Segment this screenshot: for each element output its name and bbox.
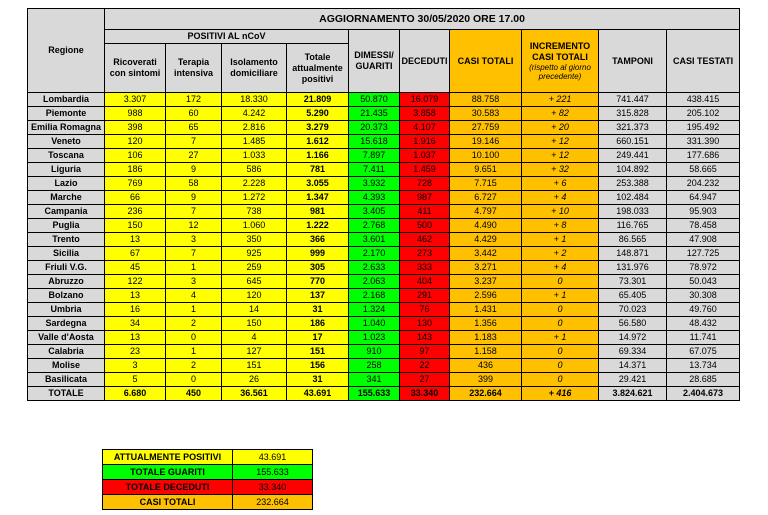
header-regione: Regione (28, 9, 105, 93)
cell-ricoverati: 106 (105, 149, 166, 163)
cell-ricoverati: 236 (105, 205, 166, 219)
table-row (28, 107, 740, 121)
table-row (28, 373, 740, 387)
cell-incremento: + 82 (522, 107, 599, 121)
cell-regione: Basilicata (28, 373, 105, 387)
cell-incremento: + 12 (522, 135, 599, 149)
cell-testati: 13.734 (667, 359, 740, 373)
cell-terapia: 58 (166, 177, 222, 191)
cell-isolamento: 151 (222, 359, 287, 373)
header-incremento-label: INCREMENTO CASI TOTALI (529, 41, 591, 62)
cell-casi: 88.758 (450, 93, 522, 107)
cell-deceduti: 291 (400, 289, 450, 303)
cell-tamponi: 660.151 (599, 135, 667, 149)
cell-incremento: + 20 (522, 121, 599, 135)
cell-isolamento: 586 (222, 163, 287, 177)
summary-row (103, 495, 313, 510)
table-row (28, 191, 740, 205)
cell-ricoverati: 13 (105, 331, 166, 345)
summary-label: TOTALE DECEDUTI (103, 480, 233, 495)
cell-incremento: + 4 (522, 261, 599, 275)
summary-value: 33.340 (233, 480, 313, 495)
cell-totale: 31 (287, 373, 349, 387)
cell-dimessi: 2.063 (349, 275, 400, 289)
cell-tamponi: 321.373 (599, 121, 667, 135)
cell-deceduti: 462 (400, 233, 450, 247)
cell-isolamento: 127 (222, 345, 287, 359)
cell-deceduti: 27 (400, 373, 450, 387)
summary-value: 232.664 (233, 495, 313, 510)
cell-regione: Emilia Romagna (28, 121, 105, 135)
cell-incremento: 0 (522, 359, 599, 373)
cell-terapia: 60 (166, 107, 222, 121)
summary-row (103, 465, 313, 480)
cell-ricoverati: 3.307 (105, 93, 166, 107)
cell-dimessi: 2.170 (349, 247, 400, 261)
cell-regione: Bolzano (28, 289, 105, 303)
cell-incremento: 0 (522, 373, 599, 387)
cell-deceduti: 3.858 (400, 107, 450, 121)
header-totale-positivi: Totale attualmente positivi (287, 44, 349, 93)
cell-terapia: 9 (166, 163, 222, 177)
cell-testati: 95.903 (667, 205, 740, 219)
cell-dimessi: 3.601 (349, 233, 400, 247)
cell-dimessi: 258 (349, 359, 400, 373)
cell-terapia: 0 (166, 331, 222, 345)
cell-tamponi: 73.301 (599, 275, 667, 289)
cell-casi: 436 (450, 359, 522, 373)
cell-ricoverati: 45 (105, 261, 166, 275)
cell-dimessi: 2.768 (349, 219, 400, 233)
cell-totale: 981 (287, 205, 349, 219)
cell-totale: 999 (287, 247, 349, 261)
cell-testati: 47.908 (667, 233, 740, 247)
cell-dimessi: 50.870 (349, 93, 400, 107)
cell-dimessi: 1.324 (349, 303, 400, 317)
cell-testati: 127.725 (667, 247, 740, 261)
cell-isolamento: 120 (222, 289, 287, 303)
cell-terapia: 9 (166, 191, 222, 205)
cell-deceduti: 1.916 (400, 135, 450, 149)
cell-isolamento: 645 (222, 275, 287, 289)
cell-ricoverati: 6.680 (105, 387, 166, 401)
cell-testati: 78.458 (667, 219, 740, 233)
table-row (28, 121, 740, 135)
cell-totale: 366 (287, 233, 349, 247)
cell-deceduti: 22 (400, 359, 450, 373)
cell-casi: 3.442 (450, 247, 522, 261)
table-row (28, 345, 740, 359)
cell-tamponi: 86.565 (599, 233, 667, 247)
cell-totale: 1.612 (287, 135, 349, 149)
cell-incremento: + 32 (522, 163, 599, 177)
cell-dimessi: 20.373 (349, 121, 400, 135)
cell-deceduti: 411 (400, 205, 450, 219)
cell-regione: Lazio (28, 177, 105, 191)
cell-casi: 10.100 (450, 149, 522, 163)
header-deceduti: DECEDUTI (400, 30, 450, 93)
table-body (28, 93, 740, 401)
header-terapia: Terapia intensiva (166, 44, 222, 93)
cell-isolamento: 4.242 (222, 107, 287, 121)
header-casi-testati: CASI TESTATI (667, 30, 740, 93)
cell-regione: Lombardia (28, 93, 105, 107)
cell-terapia: 1 (166, 261, 222, 275)
cell-ricoverati: 769 (105, 177, 166, 191)
cell-testati: 50.043 (667, 275, 740, 289)
header-incremento-sub: (rispetto al giorno precedente) (529, 63, 591, 81)
cell-regione: Sardegna (28, 317, 105, 331)
cell-dimessi: 155.633 (349, 387, 400, 401)
cell-ricoverati: 3 (105, 359, 166, 373)
header-dimessi: DIMESSI/ GUARITI (349, 30, 400, 93)
cell-incremento: + 8 (522, 219, 599, 233)
cell-casi: 30.583 (450, 107, 522, 121)
cell-terapia: 450 (166, 387, 222, 401)
cell-ricoverati: 66 (105, 191, 166, 205)
cell-testati: 78.972 (667, 261, 740, 275)
cell-deceduti: 1.037 (400, 149, 450, 163)
cell-regione: Molise (28, 359, 105, 373)
summary-label: ATTUALMENTE POSITIVI (103, 450, 233, 465)
cell-dimessi: 1.023 (349, 331, 400, 345)
cell-casi: 1.356 (450, 317, 522, 331)
cell-ricoverati: 186 (105, 163, 166, 177)
cell-totale: 17 (287, 331, 349, 345)
cell-testati: 2.404.673 (667, 387, 740, 401)
cell-totale: 43.691 (287, 387, 349, 401)
cell-casi: 1.183 (450, 331, 522, 345)
cell-totale: 156 (287, 359, 349, 373)
cell-regione: Puglia (28, 219, 105, 233)
header-tamponi: TAMPONI (599, 30, 667, 93)
table-row (28, 149, 740, 163)
cell-terapia: 4 (166, 289, 222, 303)
cell-tamponi: 198.033 (599, 205, 667, 219)
summary-row (103, 450, 313, 465)
cell-isolamento: 14 (222, 303, 287, 317)
cell-totale: 305 (287, 261, 349, 275)
cell-casi: 27.759 (450, 121, 522, 135)
cell-tamponi: 56.580 (599, 317, 667, 331)
cell-isolamento: 36.561 (222, 387, 287, 401)
cell-testati: 195.492 (667, 121, 740, 135)
cell-isolamento: 1.060 (222, 219, 287, 233)
table-row (28, 205, 740, 219)
cell-tamponi: 14.371 (599, 359, 667, 373)
cell-testati: 438.415 (667, 93, 740, 107)
cell-deceduti: 987 (400, 191, 450, 205)
cell-isolamento: 2.228 (222, 177, 287, 191)
cell-tamponi: 249.441 (599, 149, 667, 163)
table-row (28, 261, 740, 275)
cell-casi: 4.490 (450, 219, 522, 233)
cell-terapia: 7 (166, 247, 222, 261)
cell-isolamento: 1.272 (222, 191, 287, 205)
cell-tamponi: 65.405 (599, 289, 667, 303)
table-row (28, 177, 740, 191)
cell-terapia: 3 (166, 275, 222, 289)
cell-tamponi: 70.023 (599, 303, 667, 317)
cell-regione: Abruzzo (28, 275, 105, 289)
cell-deceduti: 273 (400, 247, 450, 261)
summary-value: 43.691 (233, 450, 313, 465)
table-row (28, 331, 740, 345)
cell-casi: 232.664 (450, 387, 522, 401)
cell-totale: 781 (287, 163, 349, 177)
table-row (28, 303, 740, 317)
cell-incremento: 0 (522, 317, 599, 331)
cell-isolamento: 925 (222, 247, 287, 261)
cell-casi: 3.271 (450, 261, 522, 275)
cell-incremento: + 1 (522, 289, 599, 303)
cell-testati: 30.308 (667, 289, 740, 303)
cell-tamponi: 29.421 (599, 373, 667, 387)
cell-incremento: + 416 (522, 387, 599, 401)
cell-totale: 3.279 (287, 121, 349, 135)
cell-casi: 2.596 (450, 289, 522, 303)
table-row (28, 219, 740, 233)
cell-deceduti: 97 (400, 345, 450, 359)
cell-terapia: 1 (166, 303, 222, 317)
table-row (28, 317, 740, 331)
cell-isolamento: 2.816 (222, 121, 287, 135)
header-positivi-group: POSITIVI AL nCoV (105, 30, 349, 44)
table-row (28, 275, 740, 289)
cell-isolamento: 18.330 (222, 93, 287, 107)
cell-dimessi: 910 (349, 345, 400, 359)
cell-ricoverati: 16 (105, 303, 166, 317)
table-row (28, 93, 740, 107)
cell-casi: 399 (450, 373, 522, 387)
cell-casi: 4.429 (450, 233, 522, 247)
cell-ricoverati: 988 (105, 107, 166, 121)
cell-ricoverati: 13 (105, 233, 166, 247)
cell-testati: 49.760 (667, 303, 740, 317)
cell-regione: Veneto (28, 135, 105, 149)
cell-regione: Calabria (28, 345, 105, 359)
cell-tamponi: 3.824.621 (599, 387, 667, 401)
cell-regione: Friuli V.G. (28, 261, 105, 275)
cell-dimessi: 3.932 (349, 177, 400, 191)
cell-incremento: + 6 (522, 177, 599, 191)
cell-totale: 5.290 (287, 107, 349, 121)
cell-totale: 137 (287, 289, 349, 303)
cell-ricoverati: 398 (105, 121, 166, 135)
cell-terapia: 0 (166, 373, 222, 387)
cell-terapia: 27 (166, 149, 222, 163)
cell-dimessi: 2.633 (349, 261, 400, 275)
summary-body (103, 450, 313, 510)
cell-isolamento: 350 (222, 233, 287, 247)
cell-isolamento: 150 (222, 317, 287, 331)
cell-ricoverati: 34 (105, 317, 166, 331)
cell-terapia: 1 (166, 345, 222, 359)
cell-casi: 6.727 (450, 191, 522, 205)
cell-regione: Campania (28, 205, 105, 219)
page-title: AGGIORNAMENTO 30/05/2020 ORE 17.00 (105, 9, 740, 30)
cell-totale: 3.055 (287, 177, 349, 191)
cell-totale: 186 (287, 317, 349, 331)
cell-dimessi: 7.897 (349, 149, 400, 163)
cell-testati: 331.390 (667, 135, 740, 149)
cell-isolamento: 1.485 (222, 135, 287, 149)
cell-terapia: 3 (166, 233, 222, 247)
cell-terapia: 2 (166, 317, 222, 331)
header-ricoverati: Ricoverati con sintomi (105, 44, 166, 93)
cell-casi: 7.715 (450, 177, 522, 191)
table-row (28, 233, 740, 247)
cell-regione: TOTALE (28, 387, 105, 401)
table-row (28, 135, 740, 149)
cell-totale: 770 (287, 275, 349, 289)
cell-totale: 31 (287, 303, 349, 317)
cell-incremento: + 12 (522, 149, 599, 163)
cell-testati: 48.432 (667, 317, 740, 331)
header-isolamento: Isolamento domiciliare (222, 44, 287, 93)
cell-deceduti: 4.107 (400, 121, 450, 135)
header-casi-totali: CASI TOTALI (450, 30, 522, 93)
cell-tamponi: 148.871 (599, 247, 667, 261)
summary-label: CASI TOTALI (103, 495, 233, 510)
cell-totale: 21.809 (287, 93, 349, 107)
cell-deceduti: 1.459 (400, 163, 450, 177)
cell-dimessi: 1.040 (349, 317, 400, 331)
cell-tamponi: 116.765 (599, 219, 667, 233)
cell-totale: 1.166 (287, 149, 349, 163)
cell-regione: Toscana (28, 149, 105, 163)
table-row (28, 359, 740, 373)
summary-value: 155.633 (233, 465, 313, 480)
cell-deceduti: 143 (400, 331, 450, 345)
cell-isolamento: 26 (222, 373, 287, 387)
cell-tamponi: 102.484 (599, 191, 667, 205)
cell-tamponi: 131.976 (599, 261, 667, 275)
cell-regione: Piemonte (28, 107, 105, 121)
table-row (28, 163, 740, 177)
cell-deceduti: 404 (400, 275, 450, 289)
cell-tamponi: 69.334 (599, 345, 667, 359)
cell-terapia: 7 (166, 205, 222, 219)
cell-tamponi: 104.892 (599, 163, 667, 177)
summary-table (102, 449, 313, 510)
cell-regione: Trento (28, 233, 105, 247)
cell-ricoverati: 23 (105, 345, 166, 359)
summary-row (103, 480, 313, 495)
cell-dimessi: 7.411 (349, 163, 400, 177)
cell-regione: Valle d'Aosta (28, 331, 105, 345)
cell-ricoverati: 122 (105, 275, 166, 289)
cell-dimessi: 21.435 (349, 107, 400, 121)
cell-regione: Marche (28, 191, 105, 205)
cell-isolamento: 4 (222, 331, 287, 345)
header-incremento (522, 30, 599, 93)
cell-deceduti: 16.079 (400, 93, 450, 107)
cell-deceduti: 333 (400, 261, 450, 275)
cell-dimessi: 15.618 (349, 135, 400, 149)
cell-deceduti: 130 (400, 317, 450, 331)
summary-label: TOTALE GUARITI (103, 465, 233, 480)
cell-deceduti: 500 (400, 219, 450, 233)
cell-terapia: 2 (166, 359, 222, 373)
cell-deceduti: 33.340 (400, 387, 450, 401)
cell-isolamento: 1.033 (222, 149, 287, 163)
cell-casi: 1.158 (450, 345, 522, 359)
cell-dimessi: 2.168 (349, 289, 400, 303)
cell-terapia: 12 (166, 219, 222, 233)
cell-casi: 1.431 (450, 303, 522, 317)
cell-incremento: + 4 (522, 191, 599, 205)
cell-incremento: + 221 (522, 93, 599, 107)
cell-isolamento: 738 (222, 205, 287, 219)
cell-casi: 19.146 (450, 135, 522, 149)
cell-testati: 64.947 (667, 191, 740, 205)
cell-tamponi: 315.828 (599, 107, 667, 121)
cell-casi: 4.797 (450, 205, 522, 219)
cell-terapia: 65 (166, 121, 222, 135)
cell-dimessi: 341 (349, 373, 400, 387)
cell-testati: 177.686 (667, 149, 740, 163)
cell-testati: 205.102 (667, 107, 740, 121)
cell-testati: 28.685 (667, 373, 740, 387)
cell-testati: 11.741 (667, 331, 740, 345)
cell-testati: 204.232 (667, 177, 740, 191)
table-row (28, 247, 740, 261)
cell-casi: 3.237 (450, 275, 522, 289)
cell-regione: Liguria (28, 163, 105, 177)
cell-ricoverati: 5 (105, 373, 166, 387)
cell-testati: 67.075 (667, 345, 740, 359)
table-row (28, 289, 740, 303)
cell-tamponi: 253.388 (599, 177, 667, 191)
cell-totale: 151 (287, 345, 349, 359)
cell-incremento: + 1 (522, 331, 599, 345)
cell-regione: Sicilia (28, 247, 105, 261)
cell-isolamento: 259 (222, 261, 287, 275)
cell-totale: 1.222 (287, 219, 349, 233)
cell-regione: Umbria (28, 303, 105, 317)
cell-incremento: + 2 (522, 247, 599, 261)
cell-dimessi: 3.405 (349, 205, 400, 219)
cell-terapia: 7 (166, 135, 222, 149)
cell-deceduti: 728 (400, 177, 450, 191)
covid-data-table (27, 8, 740, 401)
cell-incremento: 0 (522, 275, 599, 289)
cell-tamponi: 14.972 (599, 331, 667, 345)
cell-ricoverati: 150 (105, 219, 166, 233)
cell-ricoverati: 67 (105, 247, 166, 261)
cell-deceduti: 76 (400, 303, 450, 317)
cell-totale: 1.347 (287, 191, 349, 205)
totale-row (28, 387, 740, 401)
cell-incremento: 0 (522, 345, 599, 359)
cell-tamponi: 741.447 (599, 93, 667, 107)
cell-casi: 9.651 (450, 163, 522, 177)
cell-ricoverati: 120 (105, 135, 166, 149)
cell-incremento: + 10 (522, 205, 599, 219)
cell-incremento: 0 (522, 303, 599, 317)
cell-testati: 58.665 (667, 163, 740, 177)
cell-ricoverati: 13 (105, 289, 166, 303)
cell-terapia: 172 (166, 93, 222, 107)
cell-dimessi: 4.393 (349, 191, 400, 205)
cell-incremento: + 1 (522, 233, 599, 247)
